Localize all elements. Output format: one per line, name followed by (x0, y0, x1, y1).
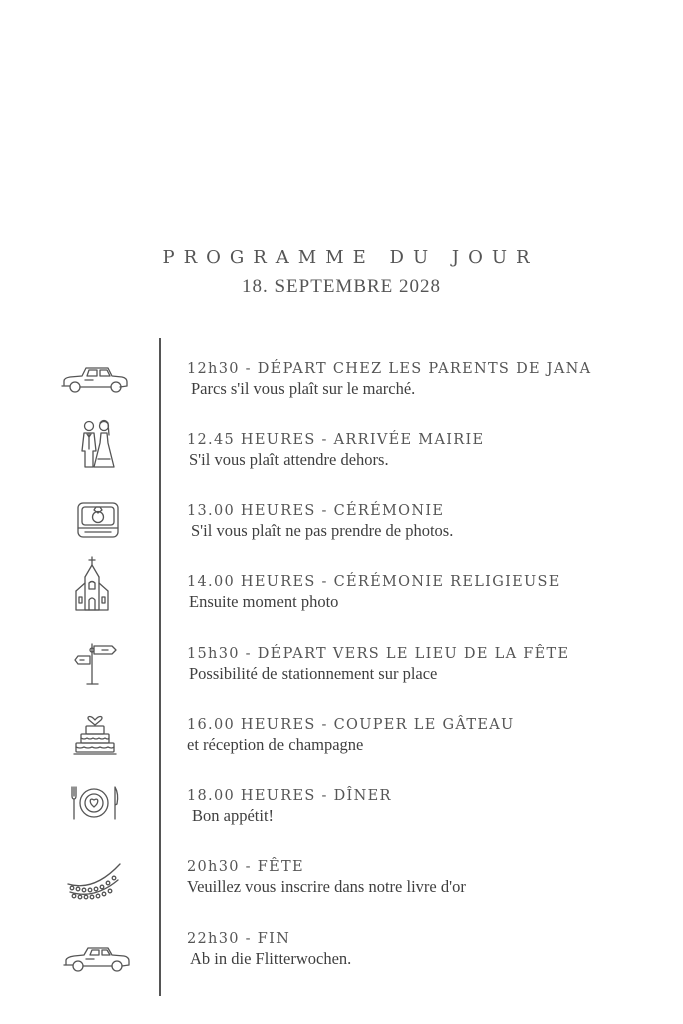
schedule-time: 18.00 HEURES - DÎNER (187, 788, 392, 804)
bride-groom-icon (78, 419, 116, 469)
plate-cutlery-icon (69, 784, 121, 822)
event-date: 18. SEPTEMBRE 2028 (241, 276, 442, 297)
church-icon (73, 555, 111, 613)
vintage-car-icon (60, 364, 130, 396)
wedding-cake-icon (73, 708, 117, 756)
schedule-item (187, 786, 392, 826)
schedule-time: 22h30 - FIN (187, 931, 291, 947)
schedule-time: 12h30 - DÉPART CHEZ LES PARENTS DE JANA (187, 361, 592, 377)
schedule-desc: Veuillez vous inscrire dans notre livre d'or (187, 877, 466, 896)
schedule-item (187, 715, 515, 755)
vintage-car-icon (62, 944, 132, 974)
schedule-desc: S'il vous plaît attendre dehors. (189, 450, 389, 469)
schedule-desc: Bon appétit! (192, 806, 275, 825)
schedule-item (187, 572, 561, 612)
schedule-time: 16.00 HEURES - COUPER LE GÂTEAU (187, 717, 515, 733)
schedule-desc: Ensuite moment photo (189, 592, 339, 611)
schedule-item (187, 359, 591, 399)
schedule-item (187, 644, 569, 684)
schedule-desc: S'il vous plaît ne pas prendre de photos. (191, 521, 454, 540)
schedule-desc: et réception de champagne (187, 735, 364, 754)
schedule-desc: Possibilité de stationnement sur place (189, 664, 438, 683)
ring-box-icon (75, 500, 121, 542)
schedule-desc: Parcs s'il vous plaît sur le marché. (191, 379, 416, 398)
schedule-time: 20h30 - FÊTE (187, 859, 304, 875)
page-title: PROGRAMME DU JOUR (162, 247, 539, 268)
schedule-item (187, 501, 453, 541)
schedule-item (187, 929, 351, 969)
schedule-time: 12.45 HEURES - ARRIVÉE MAIRIE (187, 432, 485, 448)
schedule-time: 15h30 - DÉPART VERS LE LIEU DE LA FÊTE (187, 646, 570, 662)
schedule-item (187, 430, 484, 470)
timeline-line (159, 338, 161, 996)
schedule-desc: Ab in die Flitterwochen. (190, 949, 352, 968)
schedule-item (187, 857, 466, 897)
garland-lights-icon (66, 856, 122, 900)
schedule-time: 13.00 HEURES - CÉRÉMONIE (187, 503, 445, 519)
signpost-icon (72, 640, 122, 688)
schedule-time: 14.00 HEURES - CÉRÉMONIE RELIGIEUSE (187, 574, 561, 590)
